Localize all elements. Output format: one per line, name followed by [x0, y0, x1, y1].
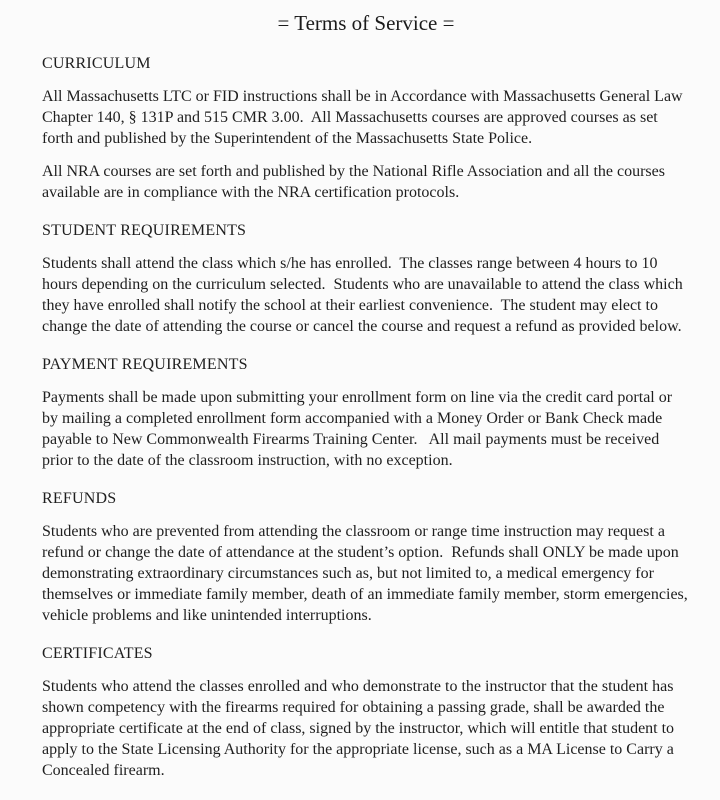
- section-heading-refunds: REFUNDS: [42, 490, 117, 507]
- section-heading-student-requirements: STUDENT REQUIREMENTS: [42, 222, 247, 239]
- section-student-requirements: [42, 220, 690, 337]
- paragraph-certificates: Students who attend the classes enrolled and who demonstrate to the instructor that the student has shown competency with the firearms required for obtaining a passing grade, shall be awarded the appropriate certificate at the end of class, signed by the instructor, which will entitle that student to apply to the State Licensing Authority for the appropriate license, such as a MA License to Carry a Concealed firearm.: [42, 678, 679, 779]
- paragraph-payment-requirements: Payments shall be made upon submitting your enrollment form on line via the credit card portal or by mailing a completed enrollment form accompanied with a Money Order or Bank Check made payable to New Commonwealth Firearms Training Center. All mail payments must be received prior to the date of the classroom instruction, with no exception.: [42, 389, 677, 469]
- paragraph-curriculum-2: All NRA courses are set forth and published by the National Rifle Association and all the courses available are in compliance with the NRA certification protocols.: [42, 163, 669, 201]
- paragraph-curriculum-1: All Massachusetts LTC or FID instructions shall be in Accordance with Massachusetts General Law Chapter 140, § 131P and 515 CMR 3.00. All Massachusetts courses are approved courses as set forth and published by the Superintendent of the Massachusetts State Police.: [42, 88, 687, 147]
- section-heading-curriculum: CURRICULUM: [42, 55, 151, 72]
- document-title: = Terms of Service =: [277, 11, 455, 35]
- section-refunds: [42, 488, 690, 626]
- section-payment-requirements: [42, 354, 690, 471]
- paragraph-student-requirements: Students shall attend the class which s/he has enrolled. The classes range between 4 hours to 10 hours depending on the curriculum selected. Students who are unavailable to attend the class which they have enrolled shall notify the school at their earliest convenience. The student may elect to change the date of attending the course or cancel the course and request a refund as provided below.: [42, 255, 687, 335]
- section-certificates: [42, 643, 690, 781]
- section-heading-payment-requirements: PAYMENT REQUIREMENTS: [42, 356, 248, 373]
- paragraph-refunds: Students who are prevented from attending the classroom or range time instruction may request a refund or change the date of attendance at the student’s option. Refunds shall ONLY be made upon demonstrating extraordinary circumstances such as, but not limited to, a medical emergency for themselves or immediate family member, death of an immediate family member, storm emergencies, vehicle problems and like unintended interruptions.: [42, 523, 692, 624]
- section-curriculum: [42, 53, 690, 203]
- section-heading-certificates: CERTIFICATES: [42, 645, 153, 662]
